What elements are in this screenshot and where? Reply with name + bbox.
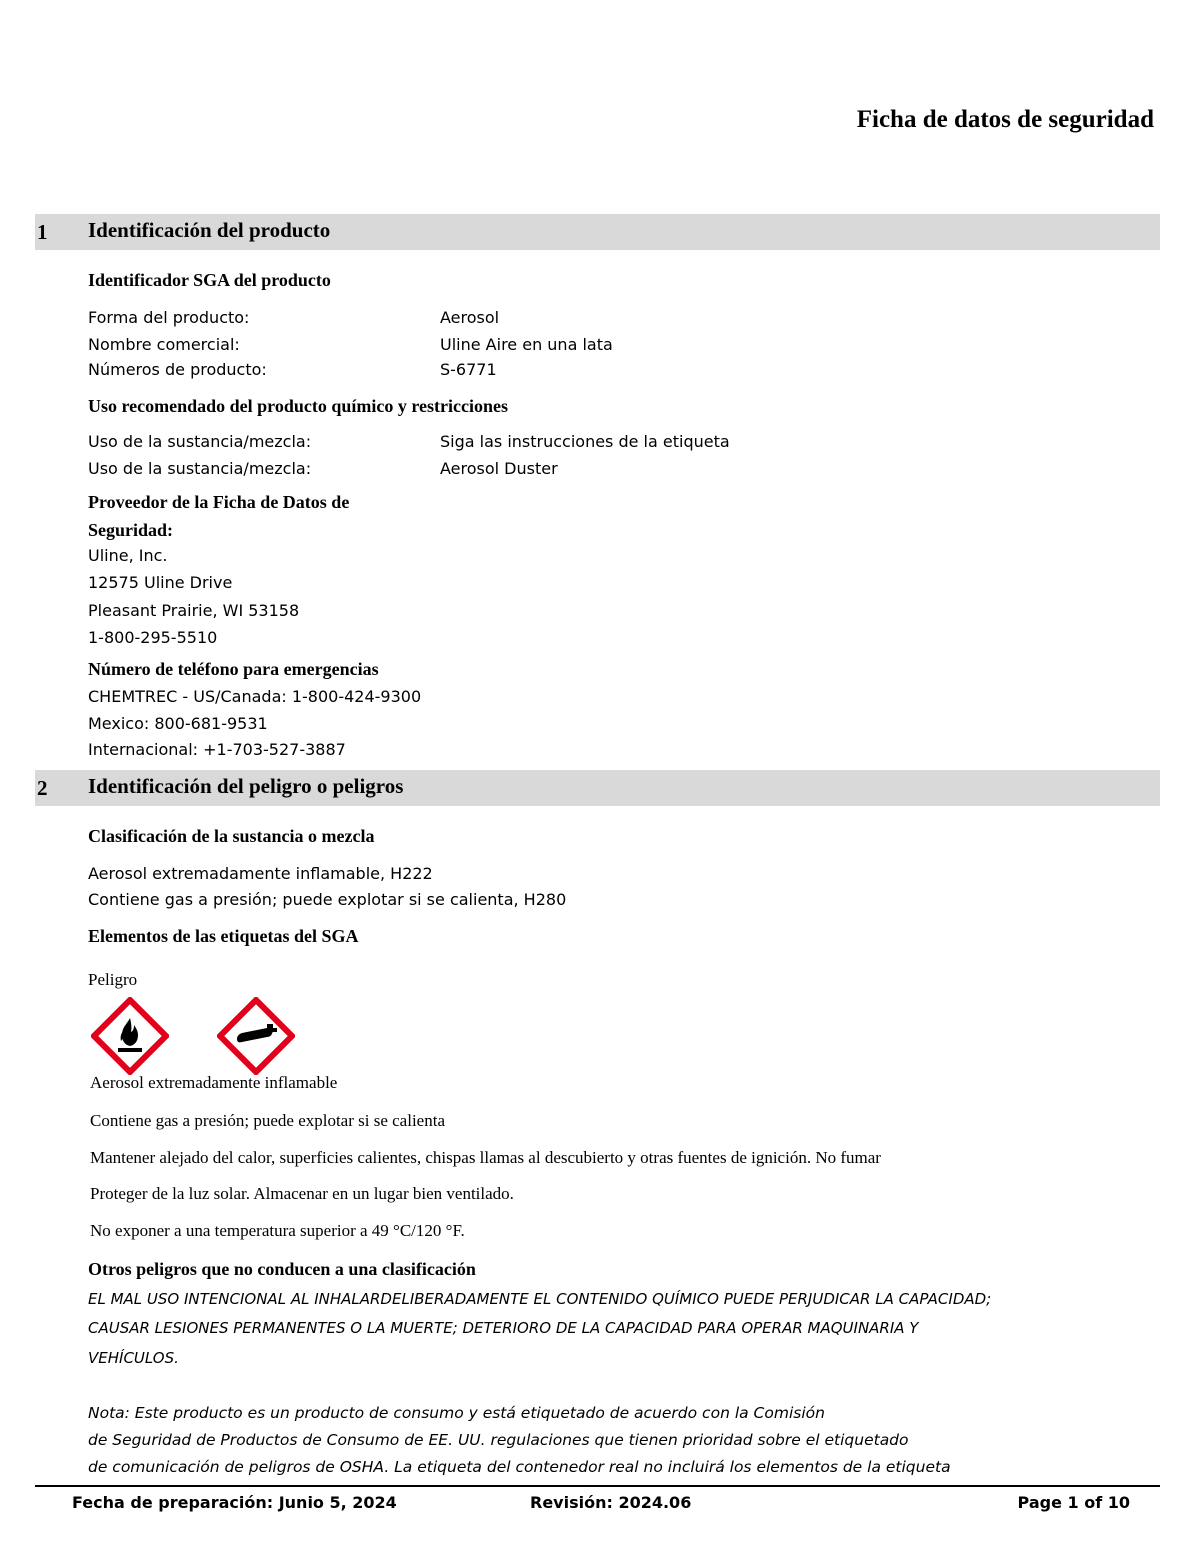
statement-1: Aerosol extremadamente inflamable (90, 1073, 338, 1092)
statement-4: Proteger de la luz solar. Almacenar en un lugar bien ventilado. (90, 1184, 514, 1203)
substance-use-value: Siga las instrucciones de la etiqueta (440, 432, 730, 451)
recommended-use-heading: Uso recomendado del producto químico y restricciones (88, 396, 508, 416)
statement-2: Contiene gas a presión; puede explotar si se calienta (90, 1111, 445, 1130)
supplier-name: Uline, Inc. (88, 546, 168, 565)
document-title: Ficha de datos de seguridad (856, 106, 1154, 133)
substance-use-label: Uso de la sustancia/mezcla: (88, 432, 312, 451)
classification-line-1: Aerosol extremadamente inflamable, H222 (88, 864, 433, 883)
emergency-mexico: Mexico: 800-681-9531 (88, 714, 268, 733)
section-1-header (35, 214, 1160, 250)
emergency-international: Internacional: +1-703-527-3887 (88, 740, 346, 759)
flame-pictogram-icon (91, 997, 169, 1075)
trade-name-label: Nombre comercial: (88, 335, 240, 354)
supplier-city: Pleasant Prairie, WI 53158 (88, 601, 300, 620)
classification-heading: Clasificación de la sustancia o mezcla (88, 826, 375, 846)
footer-rule (35, 1485, 1160, 1487)
footer-revision: Revisión: 2024.06 (530, 1493, 692, 1512)
other-hazards-heading: Otros peligros que no conducen a una clasificación (88, 1259, 476, 1279)
section-2-number: 2 (37, 776, 48, 800)
section-1-title: Identificación del producto (88, 218, 331, 242)
product-form-value: Aerosol (440, 308, 500, 327)
product-numbers-value: S-6771 (440, 360, 497, 379)
trade-name-value: Uline Aire en una lata (440, 335, 613, 354)
statement-3: Mantener alejado del calor, superficies calientes, chispas llamas al descubierto y otras fuentes de ignición. No fumar (90, 1148, 881, 1167)
gas-cylinder-pictogram-icon (217, 997, 295, 1075)
note-line-3: de comunicación de peligros de OSHA. La etiqueta del contenedor real no incluirá los elementos de la etiqueta (88, 1458, 951, 1476)
note-line-1: Nota: Este producto es un producto de consumo y está etiquetado de acuerdo con la Comisión (88, 1404, 825, 1422)
footer-page-number: Page 1 of 10 (1017, 1493, 1130, 1512)
substance-use-value-2: Aerosol Duster (440, 459, 558, 478)
statement-5: No exponer a una temperatura superior a 49 °C/120 °F. (90, 1221, 465, 1240)
label-elements-heading: Elementos de las etiquetas del SGA (88, 926, 359, 946)
signal-word: Peligro (88, 970, 138, 989)
other-hazards-line-2: CAUSAR LESIONES PERMANENTES O LA MUERTE; DETERIORO DE LA CAPACIDAD PARA OPERAR MAQUINARIA Y (88, 1319, 919, 1337)
supplier-heading-line-2: Seguridad: (88, 520, 174, 540)
supplier-phone: 1-800-295-5510 (88, 628, 218, 647)
classification-line-2: Contiene gas a presión; puede explotar si se calienta, H280 (88, 890, 567, 909)
substance-use-label-2: Uso de la sustancia/mezcla: (88, 459, 312, 478)
note-line-2: de Seguridad de Productos de Consumo de EE. UU. regulaciones que tienen prioridad sobre el etiquetado (88, 1431, 909, 1449)
other-hazards-line-1: EL MAL USO INTENCIONAL AL INHALARDELIBERADAMENTE EL CONTENIDO QUÍMICO PUEDE PERJUDICAR LA CAPACIDAD; (88, 1290, 992, 1308)
supplier-street: 12575 Uline Drive (88, 573, 233, 592)
section-2-header (35, 770, 1160, 806)
emergency-heading: Número de teléfono para emergencias (88, 659, 379, 679)
gsa-identifier-heading: Identificador SGA del producto (88, 270, 331, 290)
product-form-label: Forma del producto: (88, 308, 250, 327)
emergency-chemtrec: CHEMTREC - US/Canada: 1-800-424-9300 (88, 687, 422, 706)
footer-preparation-date: Fecha de preparación: Junio 5, 2024 (72, 1493, 397, 1512)
other-hazards-line-3: VEHÍCULOS. (88, 1349, 179, 1367)
supplier-heading-line-1: Proveedor de la Ficha de Datos de (88, 492, 350, 512)
section-1-number: 1 (37, 220, 48, 244)
product-numbers-label: Números de producto: (88, 360, 267, 379)
section-2-title: Identificación del peligro o peligros (88, 774, 404, 798)
